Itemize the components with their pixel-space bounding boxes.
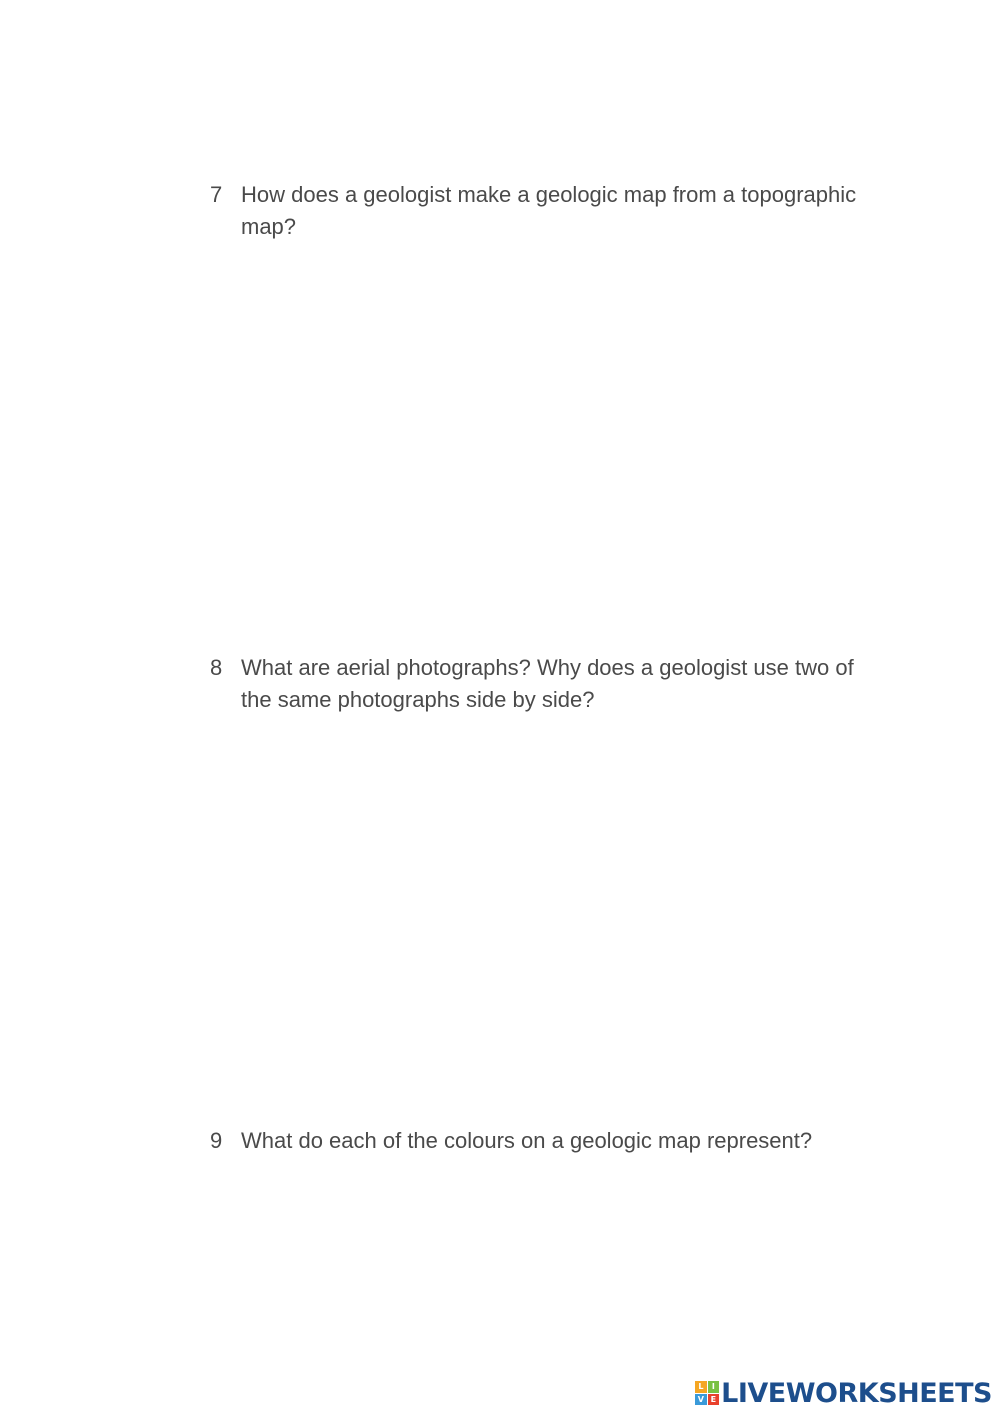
- logo-mark-icon: [695, 1381, 719, 1405]
- logo-mark-letter: E: [708, 1394, 720, 1406]
- logo-mark-letter: V: [695, 1394, 707, 1406]
- question-7: [210, 179, 890, 243]
- question-text: How does a geologist make a geologic map from a topographic map?: [241, 182, 857, 239]
- logo-text: LIVEWORKSHEETS: [721, 1377, 992, 1409]
- question-text: What are aerial photographs? Why does a geologist use two of the same photographs side by side?: [241, 655, 854, 712]
- question-text: What do each of the colours on a geologic map represent?: [241, 1128, 813, 1153]
- question-number: 7: [210, 182, 223, 207]
- logo-mark-letter: I: [708, 1381, 720, 1393]
- question-8: [210, 652, 890, 716]
- question-number: 9: [210, 1128, 223, 1153]
- liveworksheets-logo: [695, 1376, 992, 1410]
- question-9: [210, 1125, 890, 1157]
- question-number: 8: [210, 655, 223, 680]
- logo-mark-letter: L: [695, 1381, 707, 1393]
